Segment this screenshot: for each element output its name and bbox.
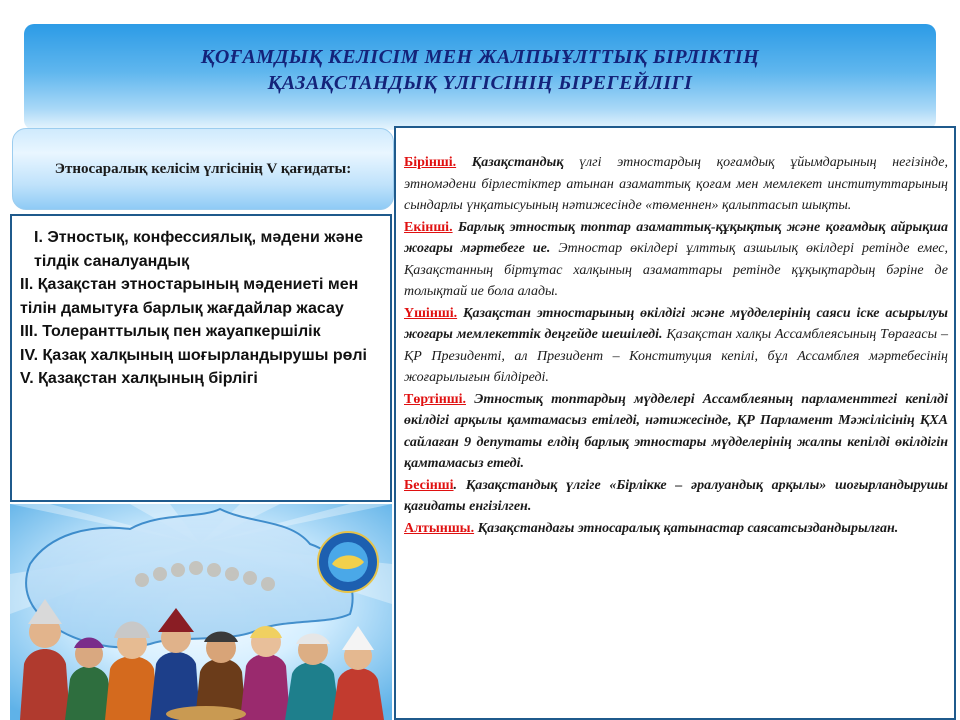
detail-lead-4: Төртінші. [404,391,466,407]
title-line-1: ҚОҒАМДЫҚ КЕЛІСІМ МЕН ЖАЛПЫҰЛТТЫҚ БІРЛІКТІҢ [200,46,760,68]
detail-lead-2: Екінші. [404,219,453,235]
detail-paragraph-3 [404,303,948,389]
detail-bold-4: Этностық топтардың мүдделері Ассамблеяның парламенттегі кепілді өкілдігі арқылы қамтамасыз етіледі, нәтижесінде, ҚР Парламент Мәжілісінің ҚХА сайлаған 9 депутаты елдің барлық этностары мүдделерінің жалпы кепілді өкілдігін қамтамасыз етеді. [404,391,948,471]
principle-item-3: III. Толеранттылық пен жауапкершілік [20,323,321,340]
principle-item-4: IV. Қазақ халқының шоғырландырушы рөлі [20,346,367,364]
principles-heading-tab [12,128,394,210]
unity-illustration [10,504,392,720]
principle-item-1: I. Этностық, конфессиялық, мәдени және тілдік саналуандық [34,229,364,270]
detail-paragraph-5 [404,475,948,518]
detail-lead-5: Бесінші [404,477,454,493]
detail-paragraph-1 [404,152,948,217]
principles-box [10,214,392,502]
principle-item-5: V. Қазақстан халқының бірлігі [20,370,258,387]
details-panel [394,126,956,720]
assembly-emblem-icon [318,532,378,592]
detail-bold-6: Қазақстандағы этносаралық қатынастар саясатсыздандырылған. [474,520,899,536]
details-text [404,152,948,539]
people-collage-image [10,504,392,720]
detail-bold-5: . Қазақстандық үлгіге «Бірлікке – әралуандық арқылы» шоғырландырушы қағидаты енгізілген. [404,477,948,514]
detail-paragraph-6 [404,518,948,540]
detail-lead-6: Алтыншы. [404,520,475,536]
title-line-2: ҚАЗАҚСТАНДЫҚ ҮЛГІСІНІҢ БІРЕГЕЙЛІГІ [267,72,693,94]
detail-bold-3: Қазақстан этностарының өкілдігі және мүдделерінің саяси іске асырылуы жоғары мемлекеттік деңгейде шешіледі. [404,305,948,342]
detail-paragraph-2 [404,217,948,303]
detail-lead-3: Үшінші. [404,305,458,321]
detail-text-1: үлгі этностардың қоғамдық ұйымдарының негізінде, этномәдени бірлестіктер атынан азаматтық қоғам мен мемлекет институттарының сындарлы үнқатысуының нәтижесінде «төменнен» қалыптасып шықты. [404,155,948,213]
title-banner [24,24,936,130]
detail-bold-2: Барлық этностық топтар азаматтық-құқықтық және қоғамдық айрықша жоғары мәртебеге ие. [404,219,948,256]
principles-heading: Этносаралық келісім үлгісінің V қағидаты: [54,160,352,177]
detail-paragraph-4 [404,389,948,475]
detail-text-3: Қазақстан халқы Ассамблеясының Төрағасы – ҚР Президенті, ал Президент – Конституция кепілі, бұл Ассамблея мәртебесінің жоғарылығын білдіреді. [404,327,948,385]
principle-list [20,226,386,391]
detail-bold-1: Қазақстандық [471,155,564,170]
detail-text-2: Этностар өкілдері ұлттық азшылық өкілдері ретінде емес, Қазақстанның біртұтас халқының азаматтары ретінде құқықтардың бәріне де толықтай ие бола алады. [404,241,948,299]
principle-item-2: II. Қазақстан этностарының мәдениеті мен тілін дамытуға барлық жағдайлар жасау [20,276,359,317]
detail-lead-1: Бірінші. [404,155,457,170]
